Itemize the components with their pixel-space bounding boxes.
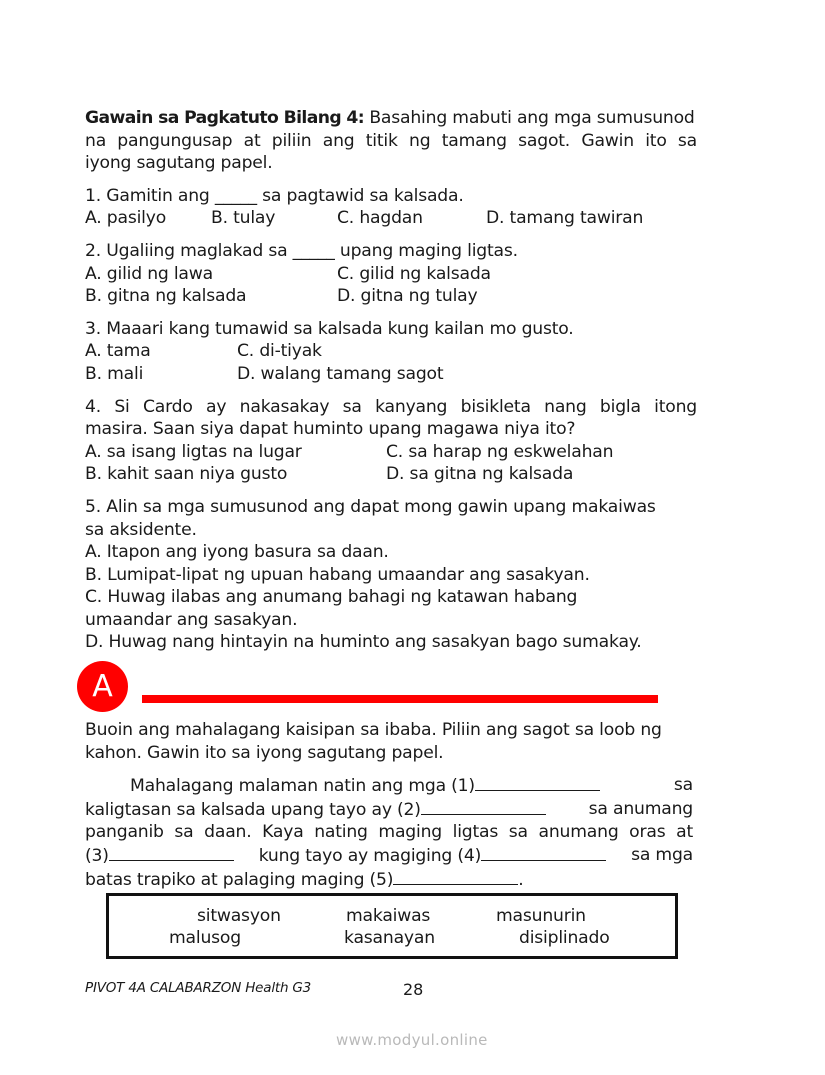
question-1 — [85, 185, 697, 230]
activity-title: Gawain sa Pagkatuto Bilang 4: — [85, 108, 365, 128]
choice-d[interactable]: D. gitna ng tulay — [337, 286, 478, 307]
blank-4[interactable] — [481, 844, 606, 861]
choice-d[interactable]: D. Huwag nang hintayin na huminto ang sasakyan bago sumakay. — [85, 632, 642, 653]
choice-d[interactable]: D. tamang tawiran — [486, 208, 644, 229]
word-option: sitwasyon — [197, 906, 281, 926]
page-number: 28 — [403, 980, 424, 999]
passage-line-5 — [85, 868, 693, 892]
choice-c[interactable]: C. Huwag ilabas ang anumang bahagi ng katawan habang — [85, 587, 578, 608]
passage-text: . — [518, 869, 524, 890]
question-stem: 1. Gamitin ang _____ sa pagtawid sa kalsada. — [85, 185, 464, 206]
instructions-text: Basahing mabuti ang mga sumusunod — [369, 108, 695, 128]
choice-c[interactable]: C. hagdan — [337, 208, 423, 229]
question-stem: 3. Maaari kang tumawid sa kalsada kung kailan mo gusto. — [85, 318, 574, 339]
choice-a[interactable]: A. Itapon ang iyong basura sa daan. — [85, 542, 389, 563]
choice-b[interactable]: B. tulay — [211, 208, 276, 229]
choice-c[interactable]: C. gilid ng kalsada — [337, 263, 491, 284]
question-3 — [85, 318, 697, 386]
question-5 — [85, 496, 697, 654]
blank-3[interactable] — [109, 844, 234, 861]
choices-row — [85, 263, 697, 286]
passage-text: sa mga — [631, 844, 693, 865]
choice-a[interactable]: A. gilid ng lawa — [85, 263, 213, 284]
question-stem: 5. Alin sa mga sumusunod ang dapat mong gawin upang makaiwas — [85, 496, 656, 517]
footer-source: PIVOT 4A CALABARZON Health G3 — [85, 980, 312, 996]
question-stem: 4. Si Cardo ay nakasakay sa kanyang bisikleta nang bigla itong — [85, 396, 697, 417]
activity-instructions-line2: na pangungusap at piliin ang titik ng tamang sagot. Gawin ito sa — [85, 130, 697, 151]
red-divider-bar — [142, 695, 658, 703]
section-a-badge: A — [77, 661, 128, 712]
choice-c[interactable]: C. sa harap ng eskwelahan — [386, 441, 614, 462]
passage-line-4 — [85, 844, 693, 868]
watermark: www.modyul.online — [336, 1031, 488, 1049]
question-2 — [85, 240, 697, 308]
choices-row — [85, 441, 697, 464]
question-stem-cont: sa aksidente. — [85, 519, 197, 540]
blank-1[interactable] — [475, 774, 600, 791]
word-option: malusog — [169, 928, 241, 948]
passage-line-2 — [85, 798, 693, 822]
passage-text: Mahalagang malaman natin ang mga (1) — [130, 776, 475, 797]
word-option: disiplinado — [519, 928, 610, 948]
passage-line-3: panganib sa daan. Kaya nating maging ligtas sa anumang oras at — [85, 822, 693, 843]
choice-a[interactable]: A. pasilyo — [85, 208, 167, 229]
question-stem: 2. Ugaliing maglakad sa _____ upang maging ligtas. — [85, 240, 518, 261]
section-a-content — [85, 719, 693, 891]
passage-text: kung tayo ay magiging (4) — [258, 845, 482, 866]
choices-row — [85, 285, 697, 308]
passage-text: (3) — [85, 845, 109, 866]
choice-b[interactable]: B. gitna ng kalsada — [85, 286, 247, 307]
choices-row — [85, 207, 697, 230]
choice-b[interactable]: B. mali — [85, 363, 144, 384]
activity-instructions-line1 — [85, 107, 697, 130]
choice-b[interactable]: B. Lumipat-lipat ng upuan habang umaandar ang sasakyan. — [85, 564, 590, 585]
word-option: makaiwas — [346, 906, 431, 926]
blank-5[interactable] — [393, 868, 518, 885]
word-option: kasanayan — [344, 928, 435, 948]
section-a-instructions-line2: kahon. Gawin ito sa iyong sagutang papel. — [85, 742, 444, 763]
word-option: masunurin — [496, 906, 586, 926]
choice-d[interactable]: D. sa gitna ng kalsada — [386, 464, 574, 485]
activity-instructions-line3: iyong sagutang papel. — [85, 153, 273, 174]
choice-c-cont[interactable]: umaandar ang sasakyan. — [85, 609, 298, 630]
passage-text: sa anumang — [588, 798, 693, 819]
word-box — [106, 893, 678, 959]
question-stem-cont: masira. Saan siya dapat huminto upang magawa niya ito? — [85, 419, 576, 440]
passage-line-1 — [85, 774, 693, 798]
choice-b[interactable]: B. kahit saan niya gusto — [85, 464, 288, 485]
question-4 — [85, 396, 697, 486]
choices-row — [85, 340, 697, 363]
choice-a[interactable]: A. sa isang ligtas na lugar — [85, 441, 302, 462]
activity-section — [85, 107, 697, 654]
choices-row — [85, 363, 697, 386]
choice-c[interactable]: C. di-tiyak — [237, 341, 322, 362]
fill-in-passage — [85, 774, 693, 891]
passage-text: kaligtasan sa kalsada upang tayo ay (2) — [85, 799, 421, 820]
choice-d[interactable]: D. walang tamang sagot — [237, 363, 444, 384]
section-a-header — [77, 661, 677, 713]
choice-a[interactable]: A. tama — [85, 341, 151, 362]
blank-2[interactable] — [421, 798, 546, 815]
section-a-instructions-line1: Buoin ang mahalagang kaisipan sa ibaba. Piliin ang sagot sa loob ng — [85, 720, 662, 740]
choices-row — [85, 463, 697, 486]
passage-text: batas trapiko at palaging maging (5) — [85, 869, 394, 890]
passage-text: sa — [673, 775, 693, 796]
